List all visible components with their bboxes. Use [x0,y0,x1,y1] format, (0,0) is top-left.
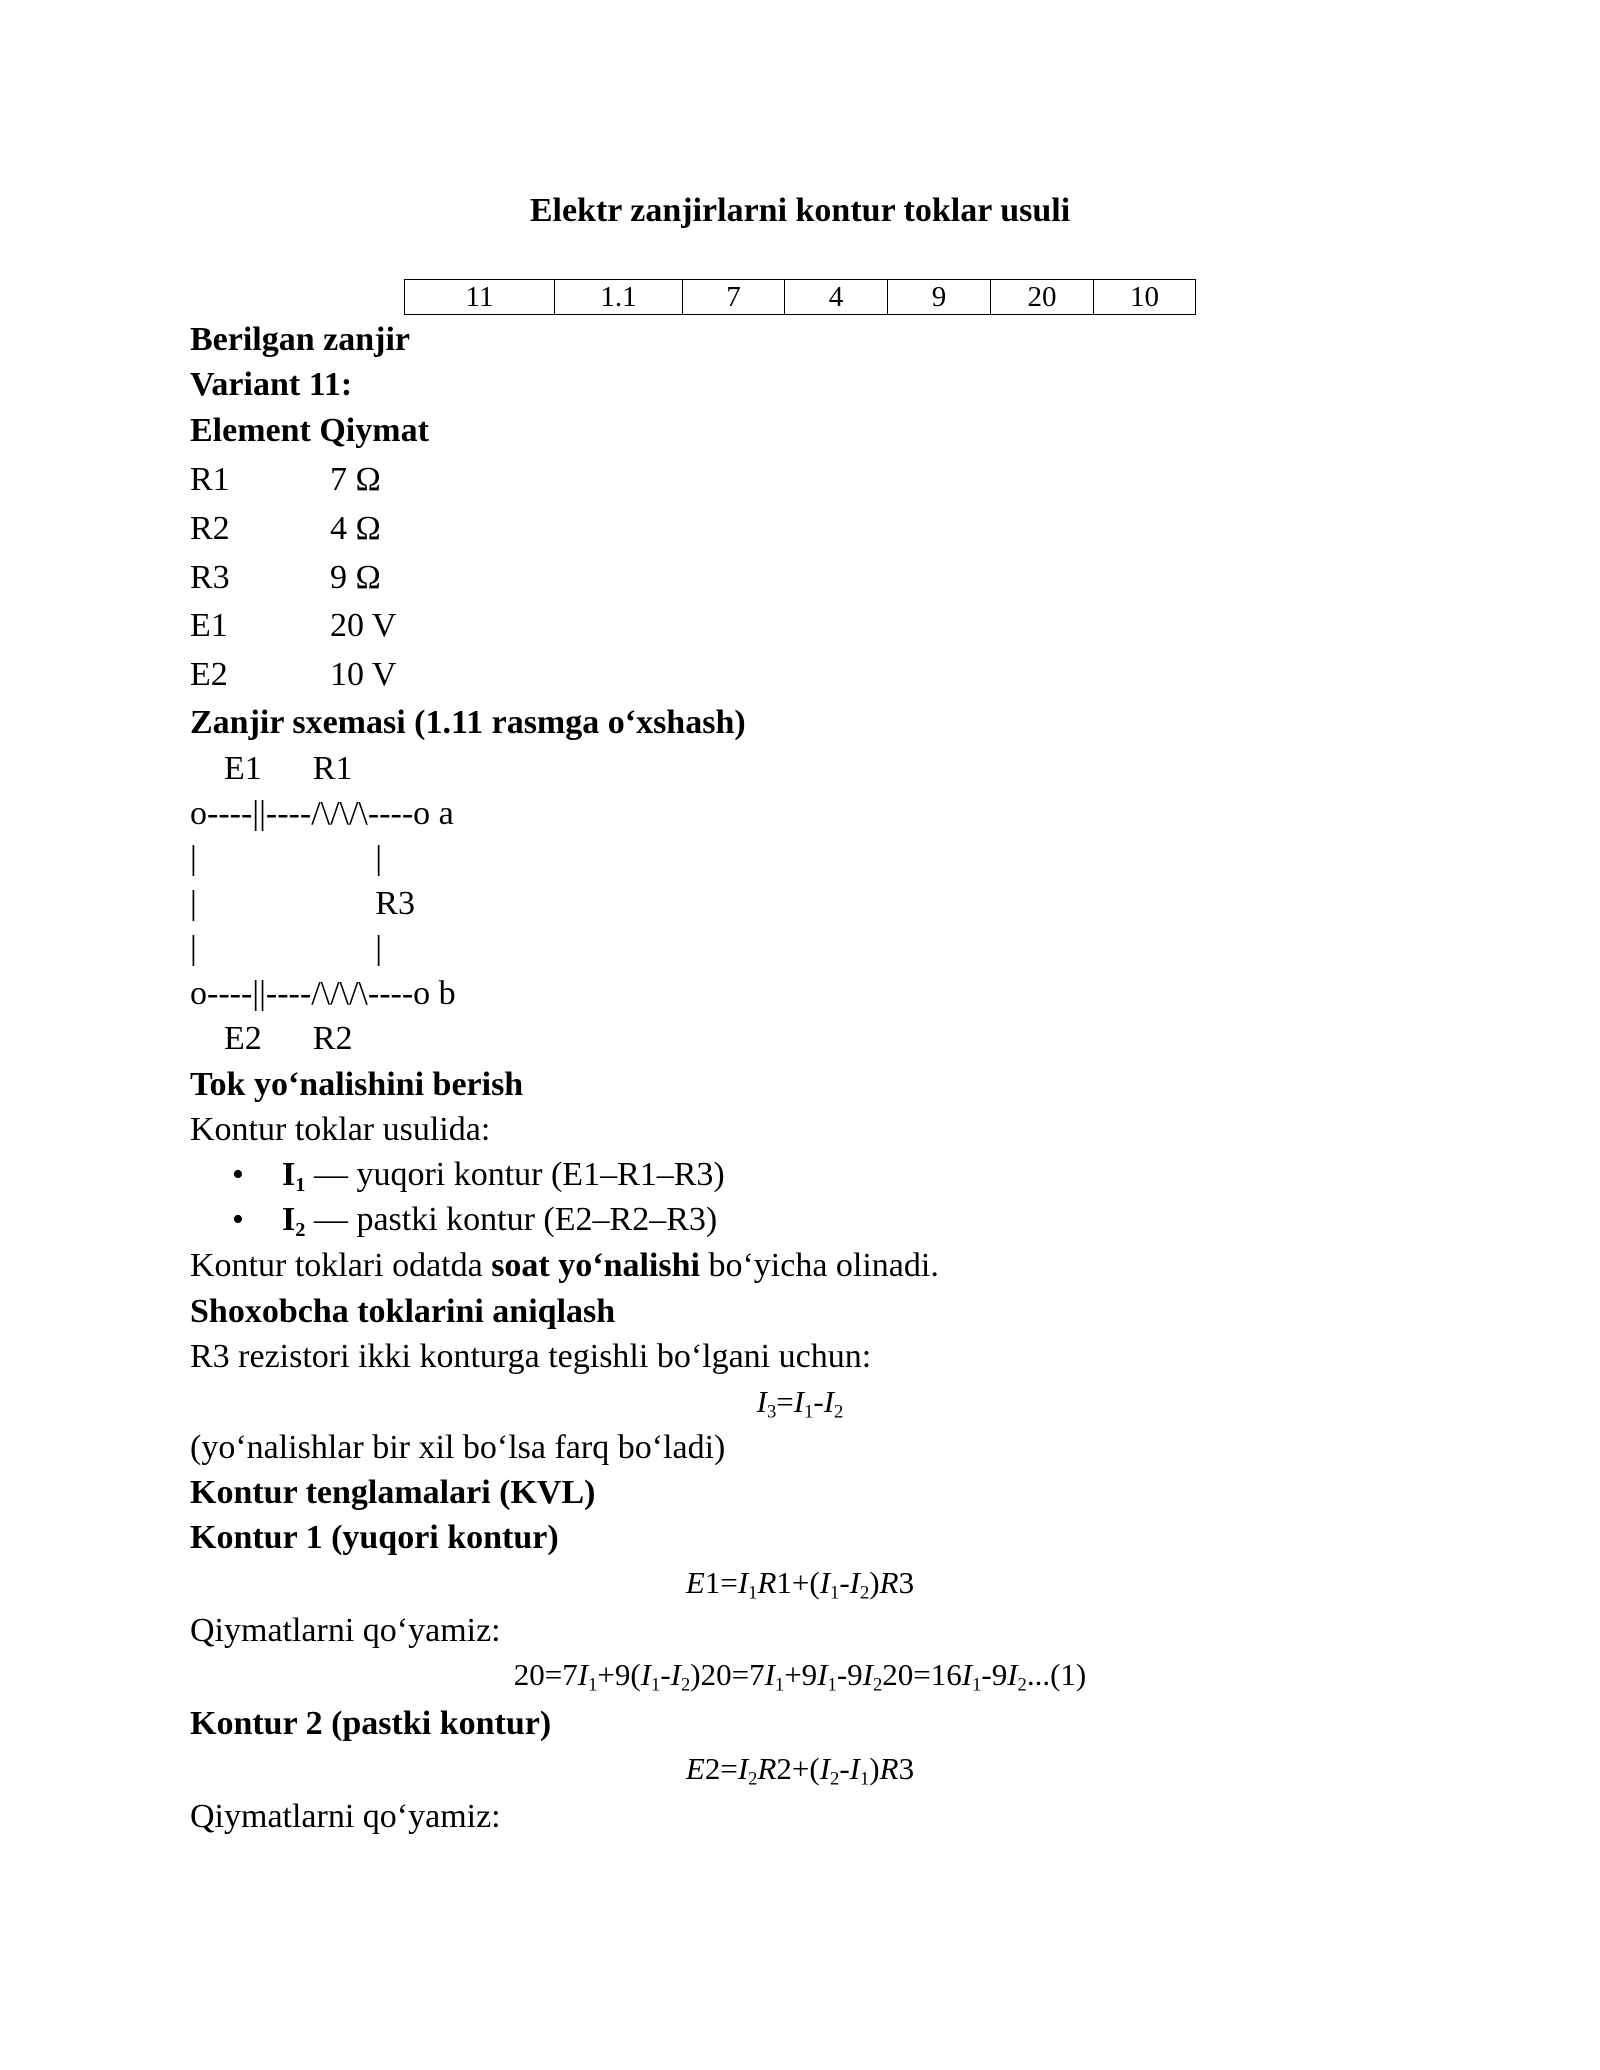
paragraph: Kontur toklari odatda soat yo‘nalishi bo‘yicha olinadi. [190,1247,939,1284]
scheme-line: | R3 [190,885,415,922]
table-cell: 9 [888,280,991,315]
element-value: 7 Ω [330,461,381,498]
table-row [405,280,1196,315]
list-item: $I_1$ — yuqori kontur (E1–R1–R3) [282,1156,725,1197]
element-name: E2 [190,656,228,693]
table-cell: 10 [1094,280,1196,315]
paragraph: R3 rezistori ikki konturga tegishli bo‘lgani uchun: [190,1338,872,1375]
section-heading: Berilgan zanjir [190,321,411,358]
equation-loop1: $E1=I_1R1+(I_1-I_2)R3$ [685,1565,915,1604]
paragraph: Kontur toklar usulida: [190,1111,491,1148]
element-name: R1 [190,461,230,498]
element-value: 20 V [330,607,397,644]
scheme-line: E1 R1 [190,750,353,787]
equation-loop1-numeric: $20=7I_1+9(I_1-I_2)20=7I_1+9I_1-9I_220=16I_1-9I_2...(1)$ [513,1657,1087,1696]
paragraph: Qiymatlarni qo‘yamiz: [190,1612,501,1649]
equation-i3: $I_3=I_1-I_2$ [756,1384,844,1423]
scheme-line: o----||----/\/\/\----o b [190,975,456,1012]
scheme-line: o----||----/\/\/\----o a [190,795,454,832]
element-value: 4 Ω [330,510,381,547]
variant-label: Variant 11: [190,366,353,403]
section-heading: Shoxobcha toklarini aniqlash [190,1293,616,1330]
list-item: $I_2$ — pastki kontur (E2–R2–R3) [282,1201,718,1242]
table-cell: 20 [991,280,1094,315]
element-name: R3 [190,559,230,596]
section-heading: Tok yo‘nalishini berish [190,1066,524,1103]
table-cell: 1.1 [555,280,683,315]
element-name: R2 [190,510,230,547]
bullet-dot: • [232,1201,244,1238]
bullet-dot: • [232,1156,244,1193]
section-heading: Zanjir sxemasi (1.11 rasmga o‘xshash) [190,704,746,741]
element-table-header: Element Qiymat [190,412,429,449]
section-heading: Kontur 1 (yuqori kontur) [190,1519,559,1556]
section-heading: Kontur tenglamalari (KVL) [190,1474,596,1511]
table-cell: 4 [785,280,888,315]
element-value: 9 Ω [330,559,381,596]
table-cell: 11 [405,280,555,315]
paragraph: Qiymatlarni qo‘yamiz: [190,1798,501,1835]
scheme-line: | | [190,840,383,877]
section-heading: Kontur 2 (pastki kontur) [190,1705,552,1742]
equation-loop2: $E2=I_2R2+(I_2-I_1)R3$ [685,1751,915,1790]
paragraph: (yo‘nalishlar bir xil bo‘lsa farq bo‘ladi) [190,1429,726,1466]
scheme-line: | | [190,930,383,967]
table-cell: 7 [683,280,785,315]
page-title: Elektr zanjirlarni kontur toklar usuli [529,192,1071,229]
element-value: 10 V [330,656,397,693]
element-name: E1 [190,607,228,644]
variant-table [404,279,1196,315]
scheme-line: E2 R2 [190,1020,353,1057]
